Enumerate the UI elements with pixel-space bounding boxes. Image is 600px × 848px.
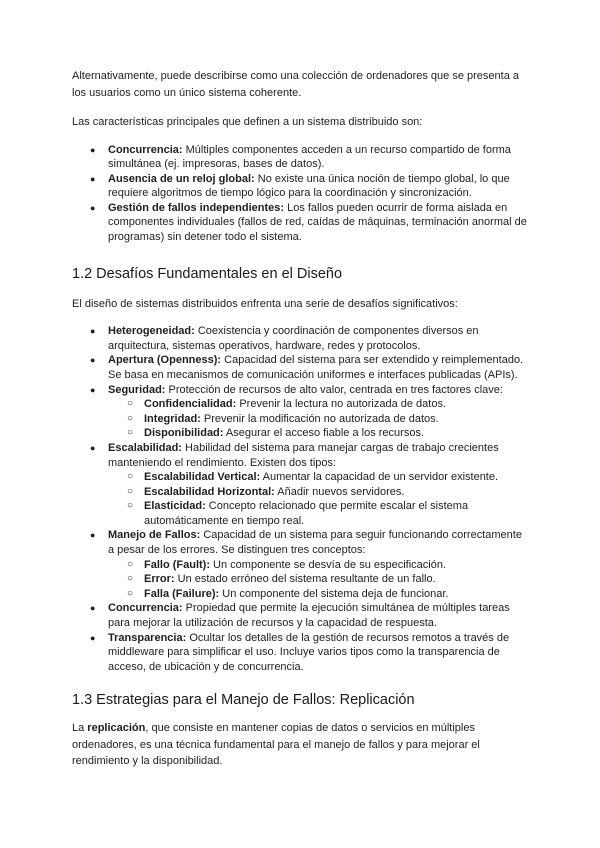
- section-1-3-paragraph: [72, 720, 530, 770]
- hollow-bullet-icon: ○: [127, 500, 134, 512]
- paragraph-term: replicación: [87, 722, 146, 735]
- item-term: Fallo (Fault):: [144, 558, 210, 571]
- item-text: Capacidad de un sistema para seguir funcionando correctamente a pesar de los errores. Se distinguen tres conceptos:: [108, 529, 522, 557]
- sublist-item: [127, 587, 530, 602]
- item-text: Propiedad que permite la ejecución simultánea de múltiples tareas para mejorar la utilización de recursos y la capacidad de respuesta.: [108, 602, 510, 630]
- hollow-bullet-icon: ○: [127, 485, 134, 497]
- bullet-icon: ●: [90, 603, 96, 614]
- sublist-item: [127, 572, 530, 587]
- item-text: Concepto relacionado que permite escalar el sistema automáticamente en tiempo real.: [144, 500, 469, 527]
- section-1-2-heading: 1.2 Desafíos Fundamentales en el Diseño: [72, 265, 343, 282]
- item-term: Escalabilidad Horizontal:: [144, 485, 275, 498]
- list-item: [90, 383, 530, 441]
- item-text: No existe una única noción de tiempo global, lo que requiere algoritmos de tiempo lógico para la coordinación y sincronización.: [108, 172, 510, 200]
- item-text: Protección de recursos de alto valor, centrada en tres factores clave:: [165, 383, 503, 396]
- item-term: Manejo de Fallos:: [108, 529, 201, 542]
- item-text: Un componente se desvía de su especificación.: [210, 558, 447, 571]
- item-text: Coexistencia y coordinación de componentes diversos en arquitectura, sistemas operativos, hardware, redes y protocolos.: [108, 325, 479, 352]
- item-term: Falla (Failure):: [144, 587, 220, 600]
- scalability-sublist: [108, 470, 530, 528]
- list-item: [90, 601, 530, 630]
- bullet-icon: ●: [90, 144, 96, 155]
- list-item: [90, 528, 530, 601]
- item-term: Error:: [144, 573, 175, 586]
- bullet-icon: ●: [90, 202, 96, 213]
- hollow-bullet-icon: ○: [127, 471, 134, 483]
- item-term: Escalabilidad Vertical:: [144, 471, 261, 484]
- item-text: Prevenir la modificación no autorizada de datos.: [200, 412, 439, 425]
- item-term: Seguridad:: [108, 383, 166, 396]
- sublist-item: [127, 470, 530, 485]
- fault-handling-sublist: [108, 558, 530, 602]
- item-text: Prevenir la lectura no autorizada de datos.: [236, 398, 447, 411]
- intro-paragraph-1: Alternativamente, puede describirse como una colección de ordenadores que se presenta a los usuarios como un único sistema coherente.: [72, 70, 519, 99]
- list-item: [90, 201, 530, 245]
- item-term: Confidencialidad:: [144, 398, 237, 411]
- sublist-item: [127, 499, 530, 528]
- item-text: Los fallos pueden ocurrir de forma aislada en componentes individuales (fallos de red, caídas de máquinas, terminación anormal de programas) sin detener todo el sistema.: [108, 201, 527, 244]
- security-sublist: [108, 397, 530, 441]
- item-text: Múltiples componentes acceden a un recurso compartido de forma simultánea (ej. impresoras, bases de datos).: [108, 143, 511, 171]
- intro-paragraph-2: Las características principales que definen a un sistema distribuido son:: [72, 116, 423, 128]
- hollow-bullet-icon: ○: [127, 427, 134, 439]
- item-text: Asegurar el acceso fiable a los recursos.: [223, 427, 424, 440]
- hollow-bullet-icon: ○: [127, 573, 134, 585]
- item-term: Elasticidad:: [144, 500, 206, 513]
- bullet-icon: ●: [90, 530, 96, 541]
- sublist-item: [127, 485, 530, 500]
- item-text: Un componente del sistema deja de funcionar.: [219, 587, 449, 600]
- characteristics-list: [72, 143, 530, 245]
- item-text: Añadir nuevos servidores.: [274, 485, 405, 498]
- list-item: [90, 324, 530, 353]
- challenges-list: [72, 324, 530, 674]
- item-text: Un estado erróneo del sistema resultante de un fallo.: [174, 573, 436, 586]
- item-term: Concurrencia:: [108, 602, 183, 615]
- paragraph-rest: , que consiste en mantener copias de datos o servicios en múltiples ordenadores, es una técnica fundamental para el manejo de fallos y para mejorar el rendimiento y la disponibilidad.: [72, 722, 480, 768]
- section-1-2-intro: El diseño de sistemas distribuidos enfrenta una serie de desafíos significativos:: [72, 297, 458, 310]
- list-item: [90, 353, 530, 382]
- item-text: Ocultar los detalles de la gestión de recursos remotos a través de middleware para simplificar el uso. Incluye varios tipos como la transparencia de acceso, de ubicación y de concurrencia.: [108, 631, 510, 673]
- item-term: Ausencia de un reloj global:: [108, 172, 255, 185]
- sublist-item: [127, 412, 530, 427]
- bullet-icon: ●: [90, 326, 96, 337]
- list-item: [90, 441, 530, 529]
- item-term: Heterogeneidad:: [108, 325, 195, 338]
- item-term: Integridad:: [144, 412, 201, 425]
- section-1-3-heading: 1.3 Estrategias para el Manejo de Fallos: Replicación: [72, 692, 415, 709]
- bullet-icon: ●: [90, 384, 96, 395]
- hollow-bullet-icon: ○: [127, 412, 134, 424]
- item-term: Gestión de fallos independientes:: [108, 201, 285, 214]
- item-term: Concurrencia:: [108, 143, 183, 156]
- item-text: Capacidad del sistema para ser extendido y reimplementado. Se basa en mecanismos de comunicación uniformes e interfaces publicadas (APIs).: [108, 354, 524, 381]
- paragraph-start: La: [72, 722, 88, 735]
- sublist-item: [127, 397, 530, 412]
- sublist-item: [127, 426, 530, 441]
- hollow-bullet-icon: ○: [127, 587, 134, 599]
- item-text: Habilidad del sistema para manejar cargas de trabajo crecientes manteniendo el rendimiento. Existen dos tipos:: [108, 441, 499, 469]
- item-text: Aumentar la capacidad de un servidor existente.: [260, 471, 499, 484]
- bullet-icon: ●: [90, 173, 96, 184]
- item-term: Escalabilidad:: [108, 441, 182, 454]
- hollow-bullet-icon: ○: [127, 558, 134, 570]
- item-term: Apertura (Openness):: [108, 354, 222, 367]
- item-term: Disponibilidad:: [144, 427, 224, 440]
- list-item: [90, 143, 530, 172]
- list-item: [90, 631, 530, 675]
- bullet-icon: ●: [90, 355, 96, 366]
- bullet-icon: ●: [90, 442, 96, 453]
- list-item: [90, 172, 530, 201]
- sublist-item: [127, 558, 530, 573]
- item-term: Transparencia:: [108, 631, 187, 644]
- hollow-bullet-icon: ○: [127, 398, 134, 410]
- bullet-icon: ●: [90, 632, 96, 643]
